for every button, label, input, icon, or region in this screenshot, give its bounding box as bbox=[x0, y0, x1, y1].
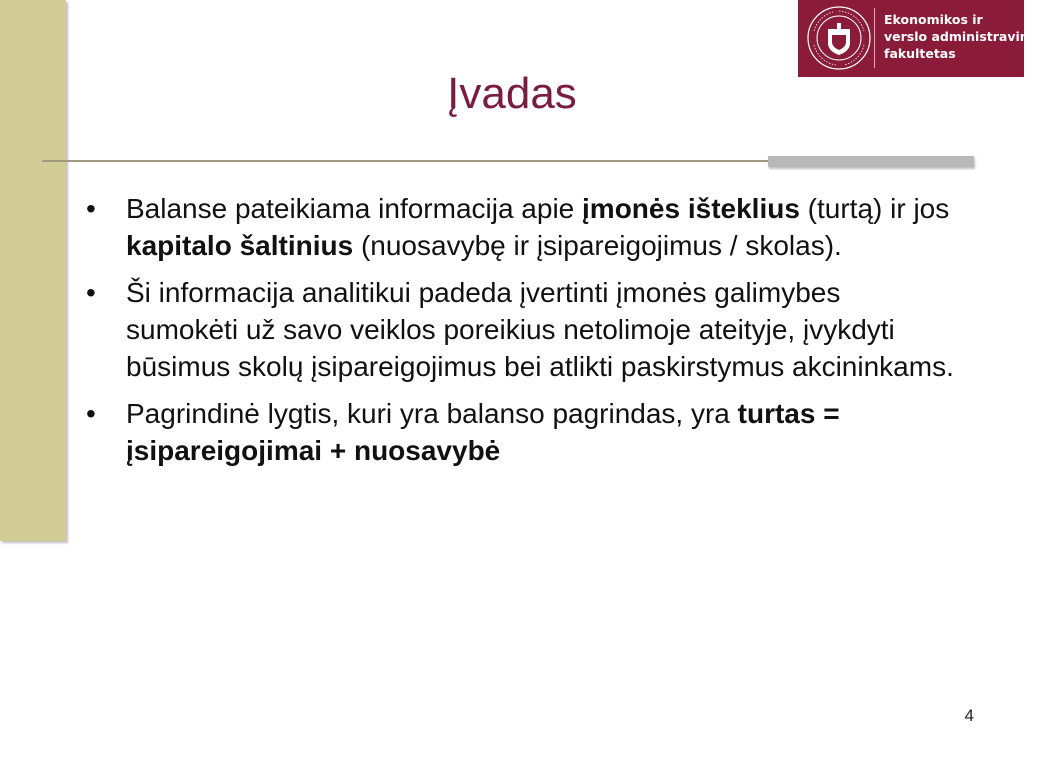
bullet-marker: • bbox=[86, 398, 96, 429]
title-divider-accent bbox=[768, 156, 974, 167]
bullet-text-bold: įmonės išteklius bbox=[582, 193, 800, 224]
slide-title: Įvadas bbox=[447, 69, 577, 118]
page-number: 4 bbox=[964, 706, 974, 725]
bullet-marker: • bbox=[86, 277, 96, 308]
faculty-name-line-1: Ekonomikos ir bbox=[884, 12, 983, 27]
bullet-text-bold: turtas = įsipareigojimai + nuosavybė bbox=[126, 398, 840, 466]
bullet-item bbox=[78, 190, 958, 264]
bullet-text: (turtą) ir jos bbox=[799, 193, 950, 224]
faculty-name bbox=[884, 11, 1041, 62]
logo-divider bbox=[874, 8, 875, 68]
title-divider-line bbox=[42, 160, 768, 162]
bullet-list bbox=[78, 190, 958, 479]
bullet-text: (nuosavybę ir įsipareigojimus / skolas). bbox=[353, 230, 842, 261]
faculty-name-line-3: fakultetas bbox=[884, 46, 956, 61]
bullet-text: Ši informacija analitikui padeda įvertinti įmonės galimybes sumokėti už savo veiklos poreikius netolimoje ateityje, įvykdyti būsimus skolų įsipareigojimus bei atlikti paskirstymus akcininkams. bbox=[126, 277, 954, 382]
bullet-item bbox=[78, 274, 958, 385]
bullet-marker: • bbox=[86, 193, 96, 224]
bullet-item bbox=[78, 395, 958, 469]
vilnius-university-seal-icon bbox=[806, 5, 872, 71]
bullet-text: Balanse pateikiama informacija apie bbox=[126, 193, 583, 224]
faculty-name-line-2: verslo administravimo bbox=[884, 29, 1041, 44]
bullet-text-bold: kapitalo šaltinius bbox=[126, 230, 354, 261]
bullet-text: Pagrindinė lygtis, kuri yra balanso pagrindas, yra bbox=[126, 398, 738, 429]
